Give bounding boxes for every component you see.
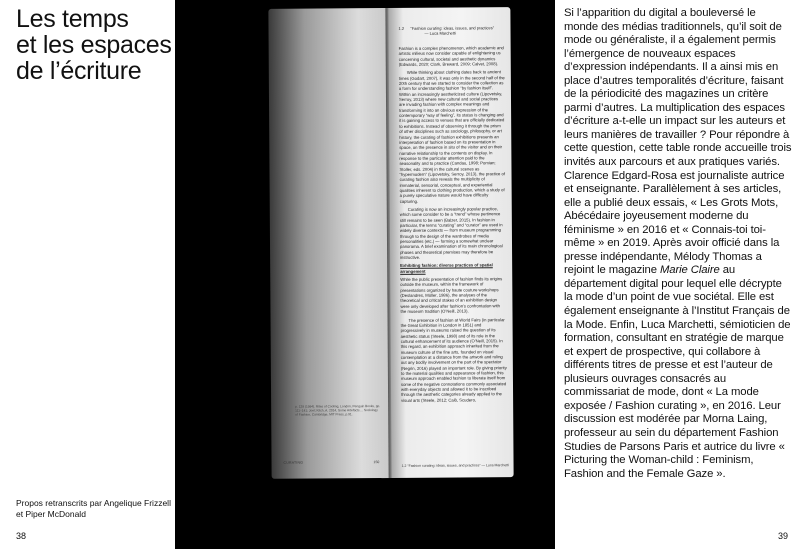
magazine-title: Marie Claire	[659, 264, 720, 277]
book-left-page	[268, 8, 391, 479]
title-line: Les temps	[16, 5, 129, 33]
book-right-footer: 1.2 “Fashion curating: ideas, issues, and practices” — Luca Marchetti	[401, 463, 509, 468]
title-line: et les espaces	[16, 31, 172, 59]
book-left-footnote: p. 129 (1994). Rites of Cooling, London, Penguin Books, pp. 111–141; Joel; Kitch, A. 2014, Some Artefacts ... Sociology of Fashion, Cambridge, MIT Press, p.91.	[295, 404, 381, 417]
book-chapter-number: 1.2	[398, 25, 405, 31]
book-paragraph: Fashion is a complex phenomenon, which academic and artistic milieus now consider capable of enlightening us concerning cultural, societal and aesthetic dynamics (Edwards, 2020; Clark, Breward, 2009; Calvet, 2008).	[398, 45, 504, 67]
page-title	[16, 6, 172, 84]
open-book	[268, 7, 511, 479]
page-number-right: 39	[777, 531, 788, 541]
book-paragraph: While the public presentation of fashion finds its origins outside the museum, within the framework of presentations organized by haute couture workshops (Deslandres, Müller, 1986), the analyses of the theoretical and critical stakes of an exhibition design were only developed after fashion’s confrontation with the museum tradition (O’Neill, 2013).	[400, 276, 503, 315]
book-left-page-number: 150	[373, 460, 380, 465]
credits	[16, 498, 171, 520]
book-body-text	[399, 45, 508, 406]
credits-line: Propos retranscrits par Angelique Frizzell	[16, 498, 171, 508]
intro-segment: au département digital pour lequel elle décrypte la mode d’un point de vue sociétal. Elle est également enseignante à l’Institut Français de la Mode. Enfin, Luca Marchetti, sémioticien de formation, consultant en stratégie de marque et expert de prospective, qui collabore à différents titres de presse et est l’auteur de plusieurs ouvrages consacrés au commissariat de mode, dont « La mode exposée / Fashion curating », en 2016. Leur discussion est modérée par Morna Laing, professeur au sein du département Fashion Studies de Parsons Paris et autrice du livre « Picturing the Woman-child : Feminism, Fashion and the Female Gaze ».	[564, 264, 791, 480]
left-page	[0, 0, 175, 549]
book-photograph	[175, 0, 555, 549]
book-paragraph: While thinking about clothing dates back to ancient times (Godart, 2007), it was only in the second half of the 20th century that we started to consider the collection as a form for understanding fashion “by fashion itself”. Within an increasingly aestheticized culture (Lipovetsky, Serroy, 2013) where new cultural and social practices are invading fashion with complex meanings and transforming it into an obvious expression of the contemporary “way of feeling”, its status is changing and it is gaining access to venues that are officially dedicated to exhibitions. Instead of observing it through the prism of other disciplines such as sociology, philosophy, or art history, the curating of fashion exhibitions presents an interpretation of fashion based on its presentation in space, on the presence in situ of the visitor and on their narrative relationship to the contents on display. In response to the particular attention paid to the seasonality and to practice (Candau, 1998; Pomian; Stoller, eds. 2004) in the cultural scenes as “hypermodern” (Lipovetsky, Serroy, 2013), the practice of curating fashion also reveals the multiplicity of immaterial, sensorial, conceptual, and experiential qualities inherent to clothing production, which a study of a purely speculative nature would have difficulty capturing.	[398, 69, 506, 204]
book-paragraph: The presence of fashion at World Fairs (in particular the Great Exhibition in London in 1851) and progressively in museums raised the question of its aesthetic status (Steele, 1998) and of its role in the cultural enhancement of its audience (O’Neill, 2015). In this regard, an exhibition approach inherited from the museum culture of the fine arts, founded on visual contemplation at a distance from the artwork and ruling out any bodily involvement on the part of the spectator (Negrin, 2016) played an important role. By giving priority to the material qualities and appearance of fashion, this museum approach enabled fashion to liberate itself from some of the negative connotations commonly associated with everyday objects and allowed it to be inscribed through the aesthetic categories already applied to the visual arts (Steele, 2012; Calò, Scudero,	[400, 316, 507, 403]
intro-segment: Si l’apparition du digital a bouleversé le monde des médias traditionnels, qu’il soit de mode ou généraliste, il a également permis l’émergence de nouveaux espaces d’expression indépendants. Il a ainsi mis en place d’autres temporalités d’écriture, faisant de la périodicité des magazines un critère parmi d’autres. La multiplication des espaces d’écriture a-t-elle un impact sur les auteurs et leurs manières de travailler ? Pour répondre à cette question, cette table ronde accueille trois invités aux parcours et aux pratiques variés. Clarence Edgard-Rosa est journaliste autrice et enseignante. Parallèlement à ses articles, elle a publié deux essais, « Les Grots Mots, Abécédaire joyeusement moderne du féminisme » en 2016 et « Connais-toi toi-même » en 2019. Après avoir officié dans la presse indépendante, Mélody Thomas a rejoint le magazine	[564, 7, 792, 277]
title-line: de l’écriture	[16, 57, 142, 85]
intro-text	[564, 7, 792, 481]
page-number-left: 38	[16, 531, 27, 541]
book-chapter-title: “Fashion curating: ideas, issues, and practices”	[410, 25, 495, 31]
book-right-header	[398, 25, 502, 36]
book-chapter-author: — Luca Marchetti	[424, 30, 456, 36]
book-section-heading: Exhibiting fashion: diverse practices of spatial arrangement	[400, 262, 493, 274]
book-right-page	[388, 7, 513, 478]
credits-line: et Piper McDonald	[16, 509, 86, 519]
book-paragraph: Curating is now an increasingly popular practice, which some consider to be a “trend” whose pertinence still remains to be seen (Balzer, 2015). In fashion in particular, the terms “curating” and “curator” are used in widely diverse contexts — from museum programming through to the design of the wardrobes of media personalities (etc.) — forming a somewhat unclear panorama. A brief examination of its main chronological phases and theoretical premises may therefore be instructive.	[399, 206, 503, 260]
book-left-runner: CURATING	[283, 460, 304, 465]
